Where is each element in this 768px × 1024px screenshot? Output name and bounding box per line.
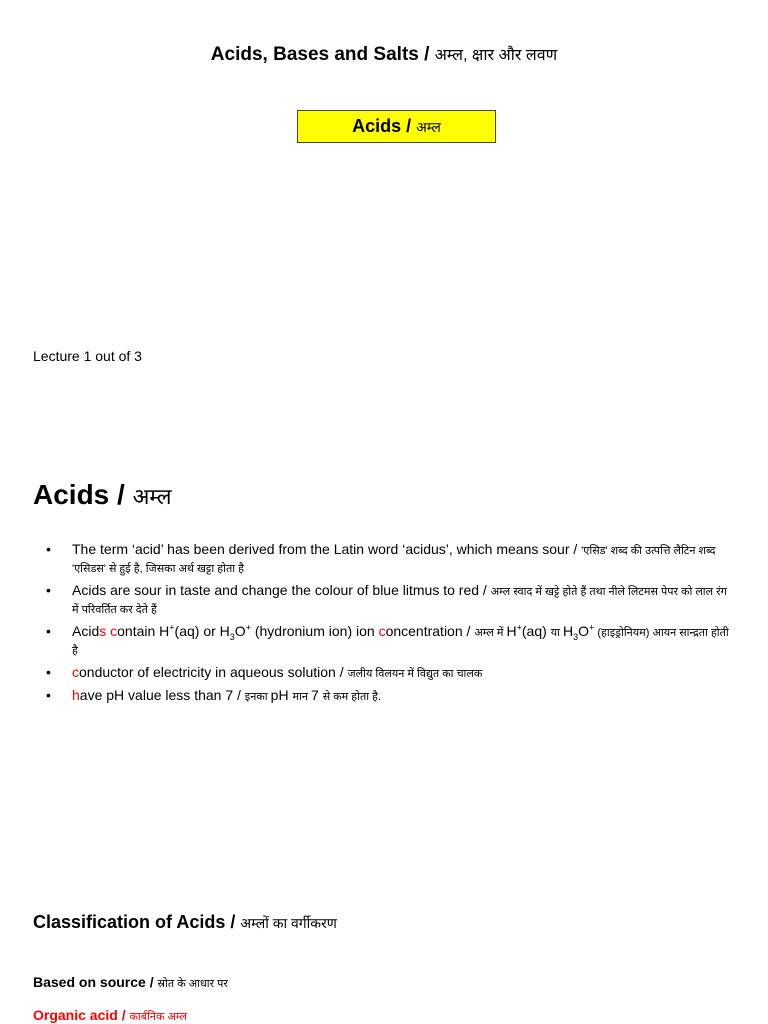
bullet-icon: • — [46, 664, 51, 680]
source-heading-hi: स्रोत के आधार पर — [157, 978, 228, 990]
list-item — [46, 687, 736, 705]
bullet-5-text: have pH value less than 7 / इनका pH मान 7 से कम होता है. — [72, 687, 382, 703]
bullet-icon: • — [46, 541, 51, 557]
document-title — [0, 43, 768, 66]
highlight-letter: h — [72, 687, 80, 703]
source-heading-en: Based on source / — [33, 974, 158, 990]
section-heading-acids — [33, 479, 172, 511]
bullet-2-en: Acids are sour in taste and change the colour of blue litmus to red / — [72, 582, 491, 598]
bullet-icon: • — [46, 623, 51, 639]
highlight-letter: c — [378, 623, 386, 639]
document-title-en: Acids, Bases and Salts / — [210, 44, 435, 65]
list-item — [46, 623, 736, 659]
acids-box-hi: अम्ल — [416, 119, 441, 135]
acids-box-en: Acids / — [352, 116, 417, 136]
highlight-letter: s — [99, 623, 107, 639]
document-title-hi: अम्ल, क्षार और लवण — [434, 47, 558, 64]
highlight-letter: c — [72, 664, 79, 680]
acids-highlight-box — [297, 110, 496, 143]
bullet-icon: • — [46, 582, 51, 598]
bullet-4-text: conductor of electricity in aqueous solution / जलीय विलयन में विद्युत का चालक — [72, 664, 483, 680]
list-item — [46, 541, 736, 577]
organic-heading-en: Organic acid / — [33, 1007, 130, 1023]
section-heading-hi: अम्ल — [132, 484, 172, 509]
lecture-label: Lecture 1 out of 3 — [33, 348, 142, 364]
bullet-3-text: Acids contain H+(aq) or $H_3O^+$ (hydronium ion) ion concentration / अम्ल में H+(aq) या $H_3O^+$ (हाइड्रोनियम) आयन सान्द्रता होती है — [72, 622, 729, 657]
organic-acid-heading — [33, 1007, 187, 1024]
bullet-1-en: The term ‘acid’ has been derived from the Latin word ‘acidus’, which means sour / — [72, 541, 582, 557]
classification-heading-hi: अम्लों का वर्गीकरण — [240, 915, 337, 931]
classification-heading-en: Classification of Acids / — [33, 912, 241, 932]
organic-heading-hi: कार्बनिक अम्ल — [129, 1011, 188, 1023]
bullet-2-hi: अम्ल स्वाद में खट्टे होते हैं तथा नीले लिटमस पेपर को लाल रंग में परिवर्तित कर देते हैं — [72, 586, 727, 616]
list-item — [46, 582, 736, 618]
bullet-icon: • — [46, 687, 51, 703]
highlight-letter: c — [110, 623, 118, 639]
list-item — [46, 664, 736, 682]
bullet-1-hi: 'एसिड' शब्द की उत्पत्ति लैटिन शब्द 'एसिडस' से हुई है, जिसका अर्थ खट्टा होता है — [72, 545, 716, 575]
section-heading-en: Acids / — [33, 479, 133, 510]
acid-properties-list — [46, 541, 736, 710]
based-on-source-heading — [33, 974, 228, 991]
classification-heading — [33, 912, 337, 933]
